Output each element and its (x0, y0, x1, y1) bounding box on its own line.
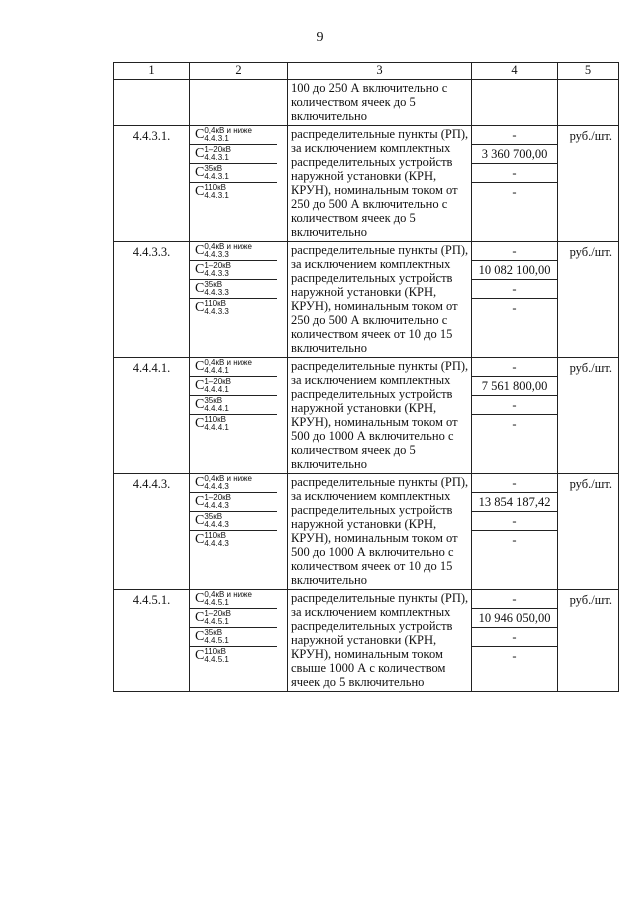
tariff-table (113, 62, 619, 692)
rate-symbol: C (195, 475, 205, 490)
item-number: 4.4.3.3. (114, 242, 190, 358)
voltage-superscript: 1–20кВ (204, 609, 231, 618)
rate-indices (204, 494, 231, 510)
column-header: 5 (558, 63, 619, 80)
rate-symbol: C (195, 359, 205, 374)
rate-code (190, 261, 277, 280)
item-number: 4.4.4.1. (114, 358, 190, 474)
rate-value: - (512, 417, 517, 431)
item-description: распределительные пункты (РП), за исключением комплектных распределительных устройств наружной установки (КРН, КРУН), номинальным током от 250 до 500 А включительно с количеством ячеек от 10 до 15 включительно (288, 242, 472, 358)
item-subscript: 4.4.3.3 (204, 288, 229, 297)
rate-value: - (512, 649, 517, 663)
voltage-superscript: 110кВ (204, 183, 226, 192)
rate-value: - (512, 533, 517, 547)
column-header: 2 (190, 63, 288, 80)
rate-code (190, 377, 277, 396)
rate-values (472, 474, 558, 590)
rate-code (190, 280, 277, 299)
rate-symbol: C (195, 378, 205, 393)
rate-value: 7 561 800,00 (472, 377, 557, 396)
table-row (114, 358, 619, 474)
rate-symbol: C (195, 591, 205, 606)
voltage-superscript: 35кВ (204, 628, 223, 637)
rate-indices (204, 610, 231, 626)
item-subscript: 4.4.3.1 (204, 153, 229, 162)
rate-value: - (472, 590, 557, 609)
rate-indices (204, 629, 228, 645)
rate-indices (204, 359, 252, 375)
rate-value: - (472, 512, 557, 531)
voltage-superscript: 0,4кВ и ниже (204, 126, 252, 135)
unit-label: руб./шт. (558, 126, 619, 242)
item-subscript: 4.4.3.1 (204, 134, 229, 143)
rate-code (190, 183, 277, 201)
item-subscript: 4.4.4.3 (204, 539, 229, 548)
rate-symbol: C (195, 146, 205, 161)
rate-code (190, 145, 277, 164)
rate-code (190, 531, 277, 549)
item-description: распределительные пункты (РП), за исключением комплектных распределительных устройств наружной установки (КРН, КРУН), номинальным током от 500 до 1000 А включительно с количеством ячеек до 5 включительно (288, 358, 472, 474)
voltage-superscript: 1–20кВ (204, 377, 231, 386)
rate-values (472, 358, 558, 474)
item-subscript: 4.4.4.3 (204, 520, 229, 529)
table-row (114, 126, 619, 242)
rate-symbol: C (195, 300, 205, 315)
rate-value: - (472, 474, 557, 493)
item-subscript: 4.4.5.1 (204, 655, 229, 664)
rate-value: - (512, 301, 517, 315)
rate-value: - (472, 628, 557, 647)
rate-symbol: C (195, 532, 205, 547)
rate-value: - (472, 280, 557, 299)
table-row (114, 242, 619, 358)
rate-indices (204, 591, 252, 607)
rate-symbol: C (195, 629, 205, 644)
rate-code (190, 415, 277, 433)
rate-code (190, 474, 277, 493)
rate-code (190, 590, 277, 609)
unit-label: руб./шт. (558, 590, 619, 692)
voltage-superscript: 110кВ (204, 415, 226, 424)
empty-cell (190, 80, 288, 126)
rate-symbol: C (195, 165, 205, 180)
rate-codes (190, 358, 288, 474)
header-row (114, 63, 619, 80)
rate-value: 3 360 700,00 (472, 145, 557, 164)
item-subscript: 4.4.4.1 (204, 423, 229, 432)
rate-value: - (472, 358, 557, 377)
rate-indices (204, 416, 228, 432)
rate-symbol: C (195, 281, 205, 296)
item-subscript: 4.4.4.1 (204, 385, 229, 394)
rate-code (190, 628, 277, 647)
rate-value: 10 946 050,00 (472, 609, 557, 628)
rate-value: 13 854 187,42 (472, 493, 557, 512)
voltage-superscript: 110кВ (204, 299, 226, 308)
item-subscript: 4.4.5.1 (204, 636, 229, 645)
item-subscript: 4.4.3.3 (204, 250, 229, 259)
voltage-superscript: 1–20кВ (204, 145, 231, 154)
rate-value: - (472, 164, 557, 183)
table-row (114, 590, 619, 692)
item-subscript: 4.4.4.3 (204, 501, 229, 510)
rate-symbol: C (195, 243, 205, 258)
rate-value: - (472, 126, 557, 145)
item-description: распределительные пункты (РП), за исключением комплектных распределительных устройств наружной установки (КРН, КРУН), номинальным током от 500 до 1000 А включительно с количеством ячеек от 10 до 15 включительно (288, 474, 472, 590)
rate-symbol: C (195, 648, 205, 663)
rate-value: 10 082 100,00 (472, 261, 557, 280)
column-header: 3 (288, 63, 472, 80)
rate-indices (204, 378, 231, 394)
item-description: распределительные пункты (РП), за исключением комплектных распределительных устройств наружной установки (КРН, КРУН), номинальным током от 250 до 500 А включительно с количеством ячеек до 5 включительно (288, 126, 472, 242)
rate-indices (204, 281, 228, 297)
voltage-superscript: 1–20кВ (204, 261, 231, 270)
tariff-table-body (114, 63, 619, 692)
rate-codes (190, 242, 288, 358)
item-subscript: 4.4.5.1 (204, 617, 229, 626)
unit-label: руб./шт. (558, 358, 619, 474)
voltage-superscript: 35кВ (204, 512, 223, 521)
rate-indices (204, 513, 228, 529)
item-number: 4.4.4.3. (114, 474, 190, 590)
column-header: 1 (114, 63, 190, 80)
voltage-superscript: 0,4кВ и ниже (204, 474, 252, 483)
rate-indices (204, 475, 252, 491)
rate-code (190, 299, 277, 317)
rate-value: - (512, 185, 517, 199)
item-subscript: 4.4.3.1 (204, 172, 229, 181)
rate-code (190, 358, 277, 377)
rate-symbol: C (195, 494, 205, 509)
rate-symbol: C (195, 610, 205, 625)
rate-indices (204, 262, 231, 278)
rate-codes (190, 590, 288, 692)
voltage-superscript: 1–20кВ (204, 493, 231, 502)
rate-values (472, 126, 558, 242)
rate-indices (204, 165, 228, 181)
rate-value: - (472, 242, 557, 261)
rate-indices (204, 127, 252, 143)
rate-indices (204, 243, 252, 259)
rate-code (190, 164, 277, 183)
rate-code (190, 512, 277, 531)
rate-values (472, 590, 558, 692)
voltage-superscript: 35кВ (204, 396, 223, 405)
rate-symbol: C (195, 416, 205, 431)
rate-code (190, 126, 277, 145)
voltage-superscript: 110кВ (204, 531, 226, 540)
continuation-row (114, 80, 619, 126)
empty-cell (558, 80, 619, 126)
voltage-superscript: 0,4кВ и ниже (204, 590, 252, 599)
rate-indices (204, 146, 231, 162)
voltage-superscript: 110кВ (204, 647, 226, 656)
rate-code (190, 242, 277, 261)
rate-code (190, 396, 277, 415)
rate-codes (190, 474, 288, 590)
voltage-superscript: 0,4кВ и ниже (204, 358, 252, 367)
voltage-superscript: 35кВ (204, 280, 223, 289)
rate-indices (204, 648, 228, 664)
rate-indices (204, 397, 228, 413)
item-subscript: 4.4.3.1 (204, 191, 229, 200)
item-subscript: 4.4.5.1 (204, 598, 229, 607)
rate-code (190, 493, 277, 512)
unit-label: руб./шт. (558, 242, 619, 358)
rate-code (190, 609, 277, 628)
rate-codes (190, 126, 288, 242)
rate-values (472, 242, 558, 358)
page-number: 9 (316, 30, 324, 45)
item-number: 4.4.3.1. (114, 126, 190, 242)
rate-symbol: C (195, 397, 205, 412)
item-subscript: 4.4.4.1 (204, 366, 229, 375)
item-subscript: 4.4.4.1 (204, 404, 229, 413)
rate-symbol: C (195, 262, 205, 277)
item-description: распределительные пункты (РП), за исключением комплектных распределительных устройств наружной установки (КРН, КРУН), номинальным током свыше 1000 А с количеством ячеек до 5 включительно (288, 590, 472, 692)
rate-value: - (472, 396, 557, 415)
rate-symbol: C (195, 184, 205, 199)
item-subscript: 4.4.4.3 (204, 482, 229, 491)
column-header: 4 (472, 63, 558, 80)
table-row (114, 474, 619, 590)
item-subscript: 4.4.3.3 (204, 307, 229, 316)
rate-code (190, 647, 277, 665)
rate-symbol: C (195, 127, 205, 142)
rate-symbol: C (195, 513, 205, 528)
item-number: 4.4.5.1. (114, 590, 190, 692)
voltage-superscript: 0,4кВ и ниже (204, 242, 252, 251)
empty-cell (114, 80, 190, 126)
item-subscript: 4.4.3.3 (204, 269, 229, 278)
rate-indices (204, 300, 228, 316)
voltage-superscript: 35кВ (204, 164, 223, 173)
unit-label: руб./шт. (558, 474, 619, 590)
rate-indices (204, 532, 228, 548)
continuation-description: 100 до 250 А включительно с количеством ячеек до 5 включительно (288, 80, 472, 126)
rate-indices (204, 184, 228, 200)
empty-cell (472, 80, 558, 126)
